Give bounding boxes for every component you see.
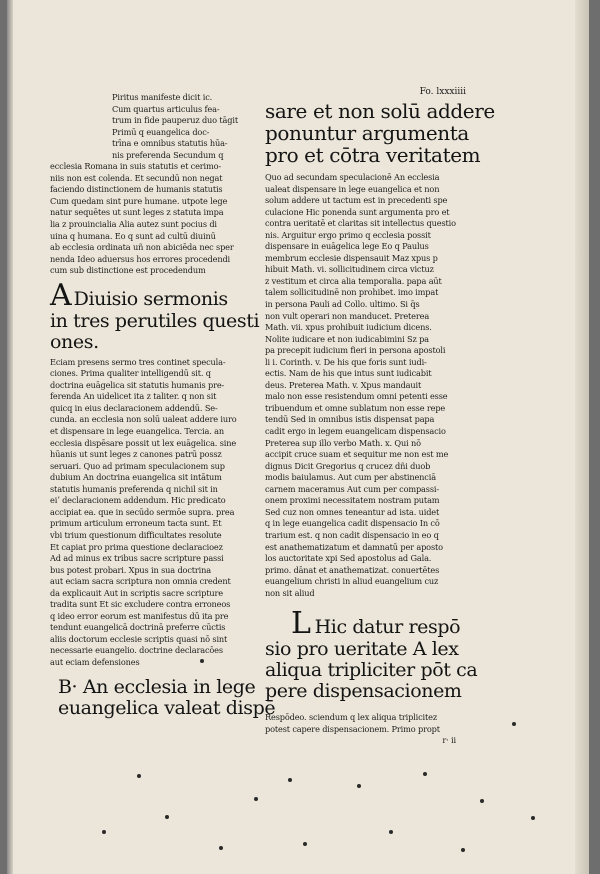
text-line: ab ecclesia ordinata uñ non abiciēda nec sper [50, 242, 234, 253]
text-line: dubium An doctrina euangelica sit intātum [50, 472, 222, 483]
text-line: eiʼ declaracionem addendum. Hic predicato [50, 495, 226, 506]
text-line: carnem maceramus Aut cum per compassi- [265, 483, 439, 494]
text-line: nenda Ideo aduersus hos errores procedendi [50, 253, 231, 264]
text-line: trum in fide pauperuz duo tāgit [112, 115, 238, 126]
text-line: natur sequētes ut sunt leges z statuta impa [50, 207, 224, 218]
text-line: accipiat ea. que in secūdo sermōe supra. prea [50, 506, 235, 517]
ink-speck [200, 659, 204, 663]
text-line: los auctoritate xpi Sed apostolus ad Gala. [265, 553, 432, 564]
book-page [7, 0, 589, 874]
text-line: hūanis ut sunt leges z canones patrū possz [50, 449, 222, 460]
text-line: lia z prouincialia Alia autez sunt pocius di [50, 219, 217, 230]
text-line: trīna e omnibus statutis hūa- [112, 138, 228, 149]
text-line: li i. Corinth. v. De his que foris sunt iudi- [265, 356, 427, 367]
ink-speck [531, 816, 535, 820]
text-line: Eciam presens sermo tres continet specula- [50, 356, 226, 367]
left-column [50, 92, 276, 719]
ink-speck [389, 830, 393, 834]
text-line: da explicauit Aut in scriptis sacre scripture [50, 587, 223, 598]
heading-line: sare et non solū addere [265, 99, 495, 123]
text-line: contra ueritatē et claritas sit intellectus questio [265, 218, 456, 229]
text-line: nis. Arguitur ergo primo q ecclesia possit [265, 229, 431, 240]
text-line: cum sub distinctione est procedendum [50, 265, 206, 276]
right-section-heading-2 [265, 606, 478, 703]
ink-speck [512, 722, 516, 726]
ink-speck [219, 846, 223, 850]
text-line: dignus Dicit Gregorius q crucez dñi duob [265, 460, 431, 471]
text-line: Ad ad minus ex tribus sacre scripture passi [50, 553, 224, 564]
ink-speck [461, 848, 465, 852]
text-line: est anathematizatum et damnatū per aposto [265, 541, 443, 552]
text-line: ecclesia dispēsare possit ut lex euāgelica. sine [50, 437, 237, 448]
heading-line: pere dispensacionem [265, 680, 462, 703]
text-line: et dispensare in lege euangelica. Tercia. an [50, 426, 224, 437]
left-body-paragraph-2 [50, 357, 272, 669]
text-line: talem sollicitudinē non prohibet. imo impat [265, 287, 439, 298]
text-line: statutis humanis preferenda q nichil sit in [50, 483, 218, 494]
text-line: aliis doctorum ecclesie scriptis quasi nō sint [50, 633, 228, 644]
text-line: onem proximi necessitatem nostram putam [265, 495, 440, 506]
text-line: modis baiulamus. Aut cum per abstinenciā [265, 472, 436, 483]
text-line: ualeat dispensare in lege euangelica et non [265, 183, 440, 194]
text-line: Sed cuz non omnes teneantur ad ista. uidet [265, 506, 440, 517]
text-line: ciones. Prima qualiter intelligendū sit. q [50, 368, 211, 379]
text-line: malo non esse resistendum omni petenti esse [265, 391, 448, 402]
heading-line: pro et cōtra veritatem [265, 143, 481, 167]
heading-line: B· An ecclesia in lege [58, 675, 256, 698]
text-line: tradita sunt Et sic excludere contra erroneos [50, 599, 231, 610]
left-section-heading-2 [50, 675, 276, 719]
text-line: z vestitum et circa alia temporalia. papa aūt [265, 275, 442, 286]
text-line: non sit aliud [265, 587, 315, 598]
heading-line: aliqua tripliciter pōt ca [265, 659, 478, 682]
text-line: hibuit Math. vi. sollicitudinem circa victuz [265, 264, 434, 275]
text-line: Primū q euangelica doc- [112, 126, 210, 137]
heading-line: ponuntur argumenta [265, 121, 469, 145]
text-line: cadit ergo in legem euangelicam dispensacio [265, 426, 446, 437]
text-line: Cum quedam sint pure humane. utpote lege [50, 195, 228, 206]
text-line: primo. dānat et anathematizat. conuertētes [265, 564, 440, 575]
text-line: Cum quartus articulus fea- [112, 103, 220, 114]
text-line: deus. Preterea Math. v. Xpus mandauit [265, 379, 422, 390]
text-line: doctrina euāgelica sit statutis humanis pre- [50, 379, 225, 390]
heading-line: Diuisio sermonis [73, 287, 228, 310]
text-line: tribuendum et omne sublatum non esse repe [265, 402, 446, 413]
text-line: tendū Sed in omnibus istis dispensat papa [265, 414, 435, 425]
ink-speck [137, 774, 141, 778]
text-line: Preterea sup illo verbo Math. x. Qui nō [265, 437, 421, 448]
text-line: uina q humana. Eo q sunt ad cultū diuinū [50, 230, 216, 241]
text-line: bus potest probari. Xpus in sua doctrina [50, 564, 211, 575]
text-line: niis non est colenda. Et secundū non negat [50, 172, 223, 183]
heading-line: ones. [50, 330, 99, 353]
text-line: Respōdeo. sciendum q lex aliqua triplicitez [265, 712, 438, 723]
ink-speck [480, 799, 484, 803]
heading-line: euangelica valeat dispē [58, 696, 276, 719]
heading-line: Hic datur respō [314, 616, 461, 639]
text-line: Et capiat pro prima questione declaracioez [50, 541, 223, 552]
ink-speck [102, 830, 106, 834]
right-section-heading-1 [265, 99, 495, 167]
text-line: seruari. Quo ad primam speculacionem sup [50, 460, 225, 471]
text-line: q ideo error eorum est manifestus dū ita pre [50, 610, 229, 621]
text-line: ectis. Nam de his que intus sunt iudicabit [265, 368, 432, 379]
text-line: accipit cruce suam et sequitur me non est me [265, 449, 449, 460]
text-line: primum articulum erroneum tacta sunt. Et [50, 518, 222, 529]
ink-speck [423, 772, 427, 776]
heading-line: in tres perutiles questi [50, 309, 260, 332]
text-line: quicq in eius declaracionem addendū. Se- [50, 402, 218, 413]
text-line: non vult operari non manducet. Preterea [265, 310, 430, 321]
text-line: faciendo distinctionem de humanis statutis [50, 184, 223, 195]
text-line: aut eciam defensiones [50, 656, 140, 667]
signature-mark: r· ii [442, 735, 456, 746]
page-gutter [7, 0, 13, 874]
text-line: dispensare in euāgelica lege Eo q Paulus [265, 241, 429, 252]
heading-line: sio pro ueritate A lex [265, 638, 459, 661]
text-line: pa precepit iudicium fieri in persona apostoli [265, 345, 446, 356]
text-line: solum addere ut tactum est in precedenti spe [265, 195, 448, 206]
left-section-heading-1 [50, 277, 272, 353]
ink-speck [165, 815, 169, 819]
text-line: trarium est. q non cadit dispensacio in eo q [265, 529, 439, 540]
text-line: Quo ad secundam speculacionē An ecclesia [265, 172, 440, 182]
text-line: ferenda An uidelicet ita z taliter. q non sit [50, 391, 217, 402]
text-line: tendunt euangelicā doctrinā preferre cūctis [50, 622, 226, 633]
ink-speck [303, 842, 307, 846]
text-line: ecclesia Romana in suis statutis et cerimo- [50, 161, 222, 172]
page-edge-shadow [575, 0, 589, 874]
folio-number: Fo. lxxxiiii [419, 87, 466, 97]
right-body-paragraph-2 [265, 712, 470, 735]
text-line: membrum ecclesie dispensauit Maz xpus p [265, 252, 438, 263]
text-line: vbi trium questionum difficultates resolute [50, 529, 222, 540]
text-line: necessarie euangelio. doctrine declaracōes [50, 645, 223, 656]
text-line: Math. vii. xpus prohibuit iudicium dicens. [265, 322, 432, 333]
ink-speck [288, 778, 292, 782]
text-line: in persona Pauli ad Collo. ultimo. Si q̄s [265, 299, 420, 310]
text-line: q in lege euangelica cadit dispensacio In cō [265, 518, 440, 529]
text-line: potest capere dispensacionem. Primo propt [265, 723, 440, 734]
text-line: culacione Hic ponenda sunt argumenta pro et [265, 206, 450, 217]
ink-speck [254, 797, 258, 801]
left-indented-block [50, 92, 272, 161]
ink-speck [357, 784, 361, 788]
initial-l: L [291, 606, 311, 642]
left-body-paragraph-1 [50, 161, 272, 276]
right-column [265, 86, 495, 747]
text-line: cunda. an ecclesia non solū ualeat addere iuro [50, 414, 237, 425]
right-body-paragraph-1 [265, 172, 470, 599]
initial-a: A [50, 277, 72, 313]
text-line: aut eciam sacra scriptura non omnia credent [50, 576, 231, 587]
text-line: nis preferenda Secundum q [112, 149, 224, 160]
text-line: Piritus manifeste dicit ic. [112, 92, 213, 102]
text-line: euangelium christi in aliud euangelium cuz [265, 576, 439, 587]
text-line: Nolite iudicare et non iudicabimini Sz pa [265, 333, 429, 344]
